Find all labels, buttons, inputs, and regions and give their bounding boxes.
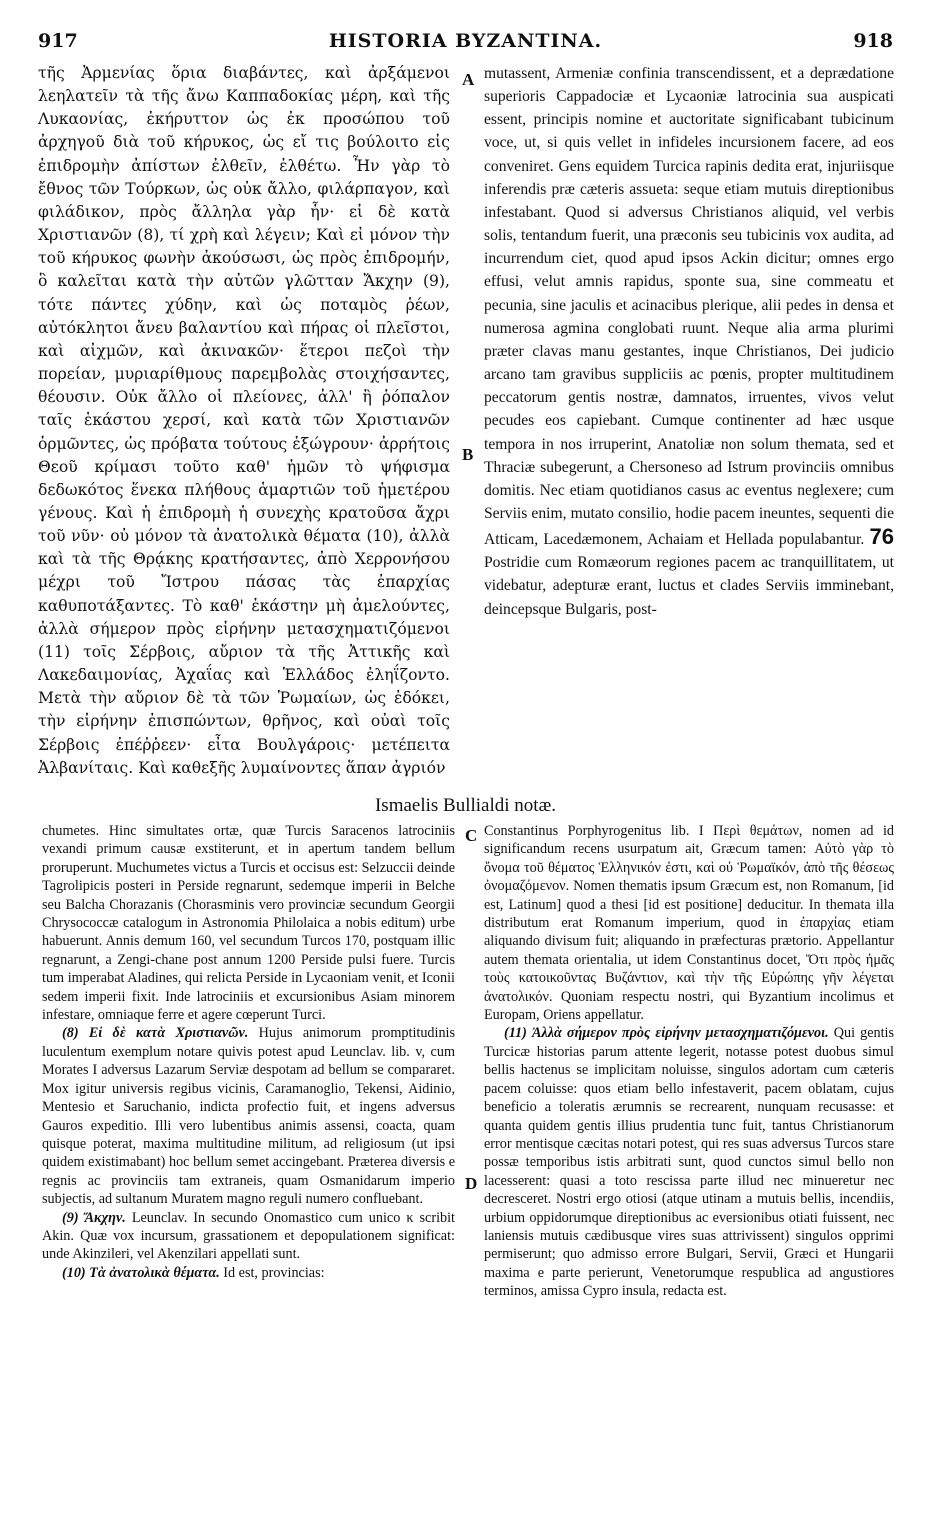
section-marker-b: B xyxy=(462,445,474,464)
note-paragraph xyxy=(42,822,455,1024)
note-text: chumetes. Hinc simultates ortæ, quæ Turcis Saracenos latrociniis vexandi primum causæ exstiterunt, et in apertum tandem bellum proruperunt. Muchumetes victus a Turcis et occisus est: Selzuccii deinde Tagrolipicis posteri in Perside regnarunt, sedemque imperii in Belche seu Balcha Chorazanis (Chorasminis vero provinciæ secundum Georgii Chrysococcæ catalogum in Astronomia Philolaica a nobis editum) urbe habuerunt. Annis demum 160, vel secundum Turcos 170, postquam illic regnarunt, a Zengi-chane post annum 1200 Perside pulsi fuere. Turcis tum imperabat Aladines, qui relicta Perside in Lycaoniam venit, et Iconii sedem imperii fixit. Inde latrociniis et excursionibus Asiam minorem infestare, omniaque ferre et agere cœperunt Turci. xyxy=(42,823,455,1024)
note-paragraph xyxy=(42,1024,455,1208)
greek-paragraph: τῆς Ἀρμενίας ὅρια διαβάντες, καὶ ἀρξάμενοι λεηλατεῖν τὰ τῆς ἄνω Καππαδοκίας μέρη, καὶ τῆς Λυκαονίας, ἐκήρυττον ὡς ἐκ προσώπου τοῦ ἀρχηγοῦ διὰ τοῦ κήρυκος, ὡς εἴ τις βούλοιτο εἰς ἐπιδρομὴν ἀπίστων ἐλθεῖν, ἐλθέτω. Ἦν γὰρ τὸ ἔθνος τῶν Τούρκων, ὡς οὐκ ἄλλο, φιλάρπαγον, καὶ φιλάδικον, πρὸς ἄλληλα γὰρ ἦν· εἰ δὲ κατὰ Χριστιανῶν (8), τί χρὴ καὶ λέγειν; Καὶ εἰ μόνον τὴν τοῦ κήρυκος φωνὴν ἀκούσωσι, ὡς πρὸς ἐπιδρομήν, ὃ καλεῖται κατὰ τὴν αὐτῶν γλῶτταν Ἄκχην (9), τότε πάντες χύδην, καὶ ὡς ποταμὸς ῥέων, αὐτόκλητοι ἄνευ βαλαντίου καὶ πήρας οἱ πλεῖστοι, καὶ αἰχμῶν, καὶ ἀκινακῶν· ἕτεροι πεζοὶ τὴν πορείαν, μυριαρίθμους παρεμβολὰς στοιχήσαντες, θέουσιν. Οὐκ ἄλλο οἱ πλείονες, ἀλλ' ἢ ῥόπαλον ταῖς ἑκάστου χερσί, καὶ κατὰ τῶν Χριστιανῶν ὁρμῶντες, ὡς πρόβατα τούτους ἐξώγρουν· ἀρρήτοις Θεοῦ κρίμασι τοῦτο καθ' ἡμῶν τὸ ψήφισμα δεδωκότος ἕνεκα πλήθους ἁμαρτιῶν τοῦ ἡμετέρου γένους. Καὶ ἡ ἐπιδρομὴ ἡ συνεχὴς κρατοῦσα ἄχρι τοῦ νῦν· οὐ μόνον τὰ ἀνατολικὰ θέματα (10), ἀλλὰ καὶ τὰ τῆς Θρᾴκης κρατήσαντες, ἀπὸ Χερρονήσου μέχρι τοῦ Ἴστρου πάσας τὰς ἐπαρχίας καθυποτάξαντες. Τὸ καθ' ἑκάστην μὴ ἀμελούντες, ἀλλὰ σήμερον πρὸς εἰρήνην μετασχηματιζόμενοι (11) τοῖς Σέρβοις, αὔριον τὰ τῆς Ἀττικῆς καὶ Λακεδαιμονίας, Ἀχαΐας καὶ Ἑλλάδος ἐληΐζοντο. Μετὰ τὴν αὔριον δὲ τὰ τῶν Ῥωμαίων, ὡς ἐδόκει, τὴν εἰρήνην ἐπισπώντων, θρῆνος, καὶ οὐαὶ τοῖς Σέρβοις ἐπέῤῥεεν· εἶτα Βουλγάροις· μετέπειτα Ἀλβανίταις. Καὶ καθεξῆς λυμαίνοντες ἅπαν ἀγριόν xyxy=(38,64,450,777)
note-paragraph xyxy=(484,1024,894,1300)
running-title: HISTORIA BYZANTINA. xyxy=(328,30,603,52)
note-text: Qui gentis Turcicæ historias parum attente legerit, notasse potest duobus simul bellis hactenus se implicitam noluisse, singulos adortam cum cæteris pacem coluisse: quos etiam bello infestaverit, pacem oblatam, cujus beneficio a toleratis ærumnis se recrearent, nunquam recusasse: et quanta quidem gentis illius prudentia tunc fuit, tantus Christianorum error mentisque cæcitas notari potest, qui res suas adversus Turcos stare possæ temporibus istis arbitrati sunt, quod cunctos simul bello non lacesserent: quasi a toto rescissa parte illud nec minueretur nec decresceret. Nostri ergo otiosi (atque utinam a mutuis bellis, incendiis, urbium oppidorumque direptionibus ac eversionibus otiati fuissent, nec laniensis mutuis cædibusque vires suas attrivissent) singulos opprimi permiserunt; quo admisso errore Bulgari, Servii, Græci et Hungarii maxima e parte perierunt, Venetorumque respublica ad angustiores terminos, amissa Cypro insula, redacta est. xyxy=(484,1025,894,1300)
note-text: Leunclav. In secundo Onomastico cum unico κ scribit Akin. Quæ vox incursum, grassationem et depopulationem significat: unde Akinzileri, vel Akenzilari appellati sunt. xyxy=(42,1209,455,1263)
note-lead: (11) Ἀλλὰ σήμερον πρὸς εἰρήνην μετασχηματιζόμενοι. xyxy=(504,1025,829,1042)
note-lead: (10) Τὰ ἀνατολικὰ θέματα. xyxy=(62,1264,220,1281)
section-marker-c: C xyxy=(465,826,478,845)
note-lead: (9) Ἄκχην. xyxy=(62,1209,126,1226)
notes-heading: Ismaelis Bullialdi notæ. xyxy=(374,795,557,816)
page-number-left: 917 xyxy=(38,30,78,52)
page-header xyxy=(38,30,893,58)
latin-paragraph xyxy=(484,62,894,621)
note-text: Id est, provincias: xyxy=(223,1264,325,1281)
note-text: Hujus animorum promptitudinis luculentum exemplum notare quivis potest apud Leunclav. lib. v, cum Morates I adversus Lazarum Serviæ despotam ad bellum se compararet. Mox igitur universis regibus vicinis, Caramanoglio, Tekensi, Aidinio, Mentesio et Saruchanio, indicta profectio fuit, et ingens adversus Gauros expeditio. Illi vero lubentibus animis assensi, coacta, quam quisque poterat, maxima multitudine militum, ad religiosum (ut ipsi quidem existimabant) hoc bellum semet accingebant. Præterea diversis e regnis ac provinciis tam extraneis, quam Osmanidarum imperio subjectis, ad sultanum Muratem magno reguli numero confluebant. xyxy=(42,1025,455,1208)
notes-right-column xyxy=(484,822,894,1462)
page-number-right: 918 xyxy=(853,30,893,52)
note-text: Constantinus Porphyrogenitus lib. I Περὶ θεμάτων, nomen ad id significandum recens usurpatum ait, Græcum tamen: Αὐτὸ γὰρ τὸ ὄνομα τοῦ θέματος Ἑλληνικόν ἐστι, καὶ οὐ Ῥωμαϊκόν, ἀπὸ τῆς θέσεως ὀνομαζόμενον. Nomen thematis ipsum Græcum est, non Romanum, [id est, Latinum] quod a thesi [id est positione] deducitur. In themata illa distributum erat Romanum imperium, quod in ἐπαρχίας etiam aliquando divisum fuit; aliquando in præfecturas prætorio. Appellantur autem themata orientalia, ut idem Constantinus docet, Ὅτι πρὸς ἡμᾶς τοὺς κατοικοῦντας Βυζάντιον, καὶ τὴν τῆς Εὐρώπης γῆν λέγεται ἀνατολικόν. Quoniam respectu nostri, qui Byzantium incolimus et Europam, Oriens appellatur. xyxy=(484,823,894,1024)
section-marker-d: D xyxy=(465,1174,478,1193)
note-lead: (8) Εἰ δὲ κατὰ Χριστιανῶν. xyxy=(62,1025,249,1042)
note-paragraph xyxy=(484,822,894,1024)
section-marker-a: A xyxy=(462,70,475,89)
notes-left-column xyxy=(42,822,455,1462)
inline-page-number: 76 xyxy=(869,524,894,550)
note-paragraph xyxy=(42,1209,455,1264)
greek-text-column xyxy=(38,62,450,784)
latin-text-column xyxy=(484,62,894,784)
latin-text-after: Postridie cum Romæorum regiones pacem ac tranquillitatem, ut videbatur, adepturæ erant, luctus et clades Serviis imminebant, deincepsque Bulgaris, post- xyxy=(484,554,894,618)
note-paragraph xyxy=(42,1264,455,1282)
latin-text-before: mutassent, Armeniæ confinia transcendissent, et a deprædatione superioris Cappadociæ et Lycaoniæ latrocinia sua auspicati essent, principis nomine et auctoritate significabant tubicinum voce, ut, si quis vellet in infideles incursionem facere, ad eos conveniret. Gens equidem Turcica rapinis dedita erat, injuriisque inferendis præ cæteris assueta: seque etiam mutuis direptionibus infestabant. Quod si adversus Christianos aliquid, vel verbis solis, tentandum fuerit, una præconis seu tubicinis vox audita, ad incurrendum ciet, quod apud ipsos Ackin dicitur; omnes ergo effusi, velut amnis rapidus, sponte sua, sine commeatu et pecunia, sine jaculis et acinacibus plerique, alii pedes in densa et numerosa agmina conglobati ruunt. Neque alia arma plurimi præter clavas manu gestantes, inque Christianos, Dei judicio arcano tam gravibus suppliciis ac pœnis, propter multitudinem peccatorum gentis nostræ, damnatos, irruentes, vivos velut pecudes eos capiebant. Cumque continenter ad hæc usque tempora in nos irruperint, Anatoliæ non solum themata, sed et Thraciæ subegerunt, a Chersoneso ad Istrum provinciis omnibus domitis. Nec etiam quotidianos casus ac eventus neglexere; cum Serviis enim, mutato consilio, hodie pacem ineuntes, sequenti die Atticam, Lacedæmonem, Achaiam et Hellada populabantur. xyxy=(484,65,894,549)
